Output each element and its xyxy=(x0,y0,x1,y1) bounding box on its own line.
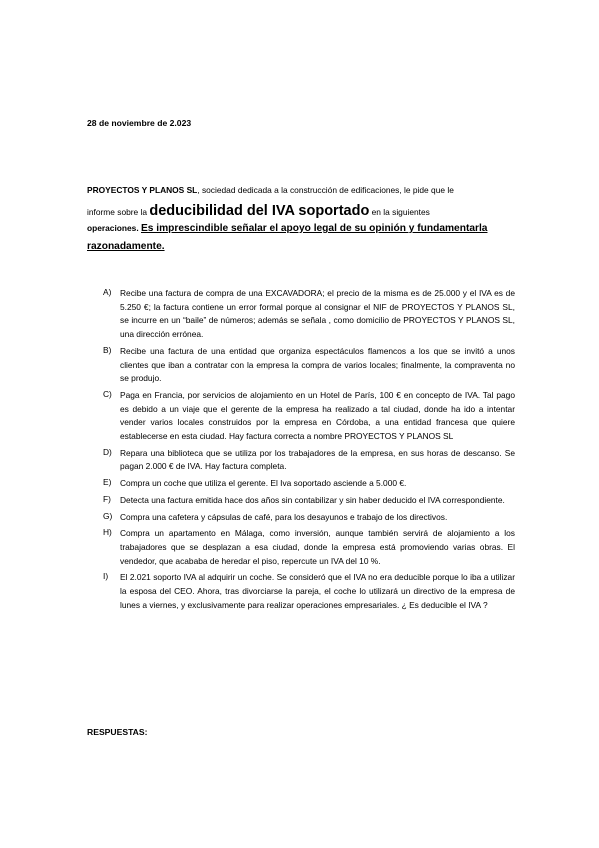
item-label: I) xyxy=(103,571,109,582)
intro-line-1-text: , sociedad dedicada a la construcción de edificaciones, le pide que le xyxy=(197,185,454,195)
item-label: F) xyxy=(103,493,111,504)
intro-line-4 xyxy=(87,241,165,252)
item-text: Repara una biblioteca que se utiliza por los trabajadores de la empresa, en sus horas de descanso. Se pagan 2.000 € de IVA. Hay factura completa. xyxy=(120,447,515,472)
item-label: E) xyxy=(103,477,112,488)
list-item xyxy=(103,511,515,525)
item-label: H) xyxy=(103,527,112,538)
document-date: 28 de noviembre de 2.023 xyxy=(87,118,192,128)
item-text: Detecta una factura emitida hace dos años sin contabilizar y sin haber deducido el IVA correspondiente. xyxy=(120,494,505,505)
item-text: Paga en Francia, por servicios de alojamiento en un Hotel de París, 100 € en concepto de IVA. Tal pago es debido a un viaje que el gerente de la empresa ha realizado a tal ciudad, donde ha ido a intentar vender varios locales construidos por la empresa en Córdoba, a una entidad francesa que quiere establecerse en esta ciudad. Hay factura correcta a nombre PROYECTOS Y PLANOS SL xyxy=(120,389,515,442)
item-text: Recibe una factura de compra de una EXCAVADORA; el precio de la misma es de 25.000 y el IVA es de 5.250 €; la factura contiene un error formal porque al consignar el NIF de PROYECTOS Y PLANOS SL, se incurre en un “baile” de números; además se señala , como domicilio de PROYECTOS Y PLANOS SL, una dirección errónea. xyxy=(120,288,515,340)
item-text: Recibe una factura de una entidad que organiza espectáculos flamencos a los que se invitó a unos clientes que iban a contratar con la empresa la compra de varios locales; finalmente, la compraventa no se produjo. xyxy=(120,345,515,384)
list-item xyxy=(103,571,515,612)
intro-line-2-post: en la siguientes xyxy=(369,207,430,217)
intro-line-1 xyxy=(87,185,454,195)
item-label: D) xyxy=(103,446,112,457)
operations-list xyxy=(103,287,515,615)
item-label: B) xyxy=(103,344,112,355)
item-text: Compra un coche que utiliza el gerente. El Iva soportado asciende a 5.000 €. xyxy=(120,478,407,489)
list-item xyxy=(103,345,515,386)
intro-line-3-pre: operaciones. xyxy=(87,223,141,233)
list-item xyxy=(103,287,515,342)
company-name: PROYECTOS Y PLANOS SL xyxy=(87,185,198,195)
intro-underlined-1: Es imprescindible señalar el apoyo legal de su opinión y fundamentarla xyxy=(141,223,488,234)
list-item xyxy=(103,447,515,474)
item-label: A) xyxy=(103,287,112,297)
list-item xyxy=(103,477,515,491)
intro-emphasis: deducibilidad del IVA soportado xyxy=(149,203,370,219)
intro-line-2-pre: informe sobre la xyxy=(87,207,150,217)
item-label: G) xyxy=(103,510,113,521)
intro-underlined-2: razonadamente. xyxy=(87,241,165,252)
intro-line-2 xyxy=(87,203,430,219)
list-item xyxy=(103,527,515,568)
item-text: Compra un apartamento en Málaga, como inversión, aunque también servirá de alojamiento a los trabajadores que se desplazan a esa ciudad, donde la empresa está promoviendo varias obras. El vendedor, que acababa de heredar el piso, repercute un IVA del 10 %. xyxy=(120,528,515,566)
list-item xyxy=(103,389,515,444)
list-item xyxy=(103,494,515,508)
intro-line-3 xyxy=(87,223,487,234)
item-label: C) xyxy=(103,388,112,399)
item-text: Compra una cafetera y cápsulas de café, para los desayunos e trabajo de los directivos. xyxy=(120,511,448,522)
item-text: El 2.021 soporto IVA al adquirir un coche. Se consideró que el IVA no era deducible porque lo iba a utilizar la esposa del CEO. Ahora, tras divorciarse la pareja, el coche lo utilizará un directivo de la empresa de lunes a viernes, y exclusivamente para realizar operaciones empresariales. ¿ Es deducible el IVA ? xyxy=(120,572,515,610)
answers-heading: RESPUESTAS: xyxy=(87,727,148,737)
